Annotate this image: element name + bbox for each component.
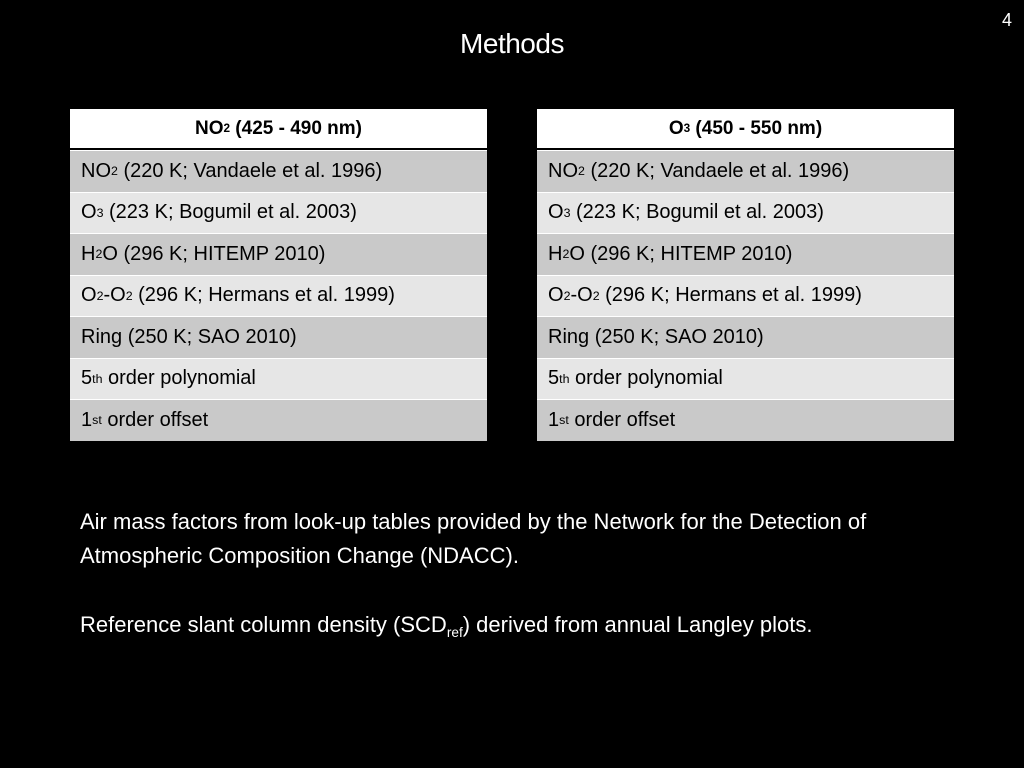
page-number: 4 bbox=[1001, 10, 1012, 30]
table-header: O 3 (450 - 550 nm) bbox=[537, 109, 954, 150]
table-row: 5 th order polynomial bbox=[537, 358, 954, 400]
table-row: O 3 (223 K; Bogumil et al. 2003) bbox=[537, 192, 954, 234]
table-row: O 2 -O 2 (296 K; Hermans et al. 1999) bbox=[537, 275, 954, 317]
table-row: Ring (250 K; SAO 2010) bbox=[70, 316, 487, 358]
reference-scd-paragraph: Reference slant column density $(SCD_{ref})$ derived from annual Langley plots. bbox=[80, 612, 813, 640]
table-row: O 2 -O 2 (296 K; Hermans et al. 1999) bbox=[70, 275, 487, 317]
table-row: H 2 O (296 K; HITEMP 2010) bbox=[537, 233, 954, 275]
table-row: 5 th order polynomial bbox=[70, 358, 487, 400]
table-header: NO 2 (425 - 490 nm) bbox=[70, 109, 487, 150]
table-row: O 3 (223 K; Bogumil et al. 2003) bbox=[70, 192, 487, 234]
table-row: H 2 O (296 K; HITEMP 2010) bbox=[70, 233, 487, 275]
table-row: NO 2 (220 K; Vandaele et al. 1996) bbox=[70, 150, 487, 192]
no2-fit-table bbox=[68, 107, 489, 443]
table-row: 1 st order offset bbox=[537, 399, 954, 441]
air-mass-factor-paragraph: Air mass factors from look-up tables provided by the Network for the Detection of Atmospheric Composition Change (NDACC). bbox=[80, 509, 867, 568]
table-row: 1 st order offset bbox=[70, 399, 487, 441]
o3-fit-table bbox=[535, 107, 956, 443]
table-row: Ring (250 K; SAO 2010) bbox=[537, 316, 954, 358]
slide-title: Methods bbox=[460, 28, 564, 59]
table-row: NO 2 (220 K; Vandaele et al. 1996) bbox=[537, 150, 954, 192]
